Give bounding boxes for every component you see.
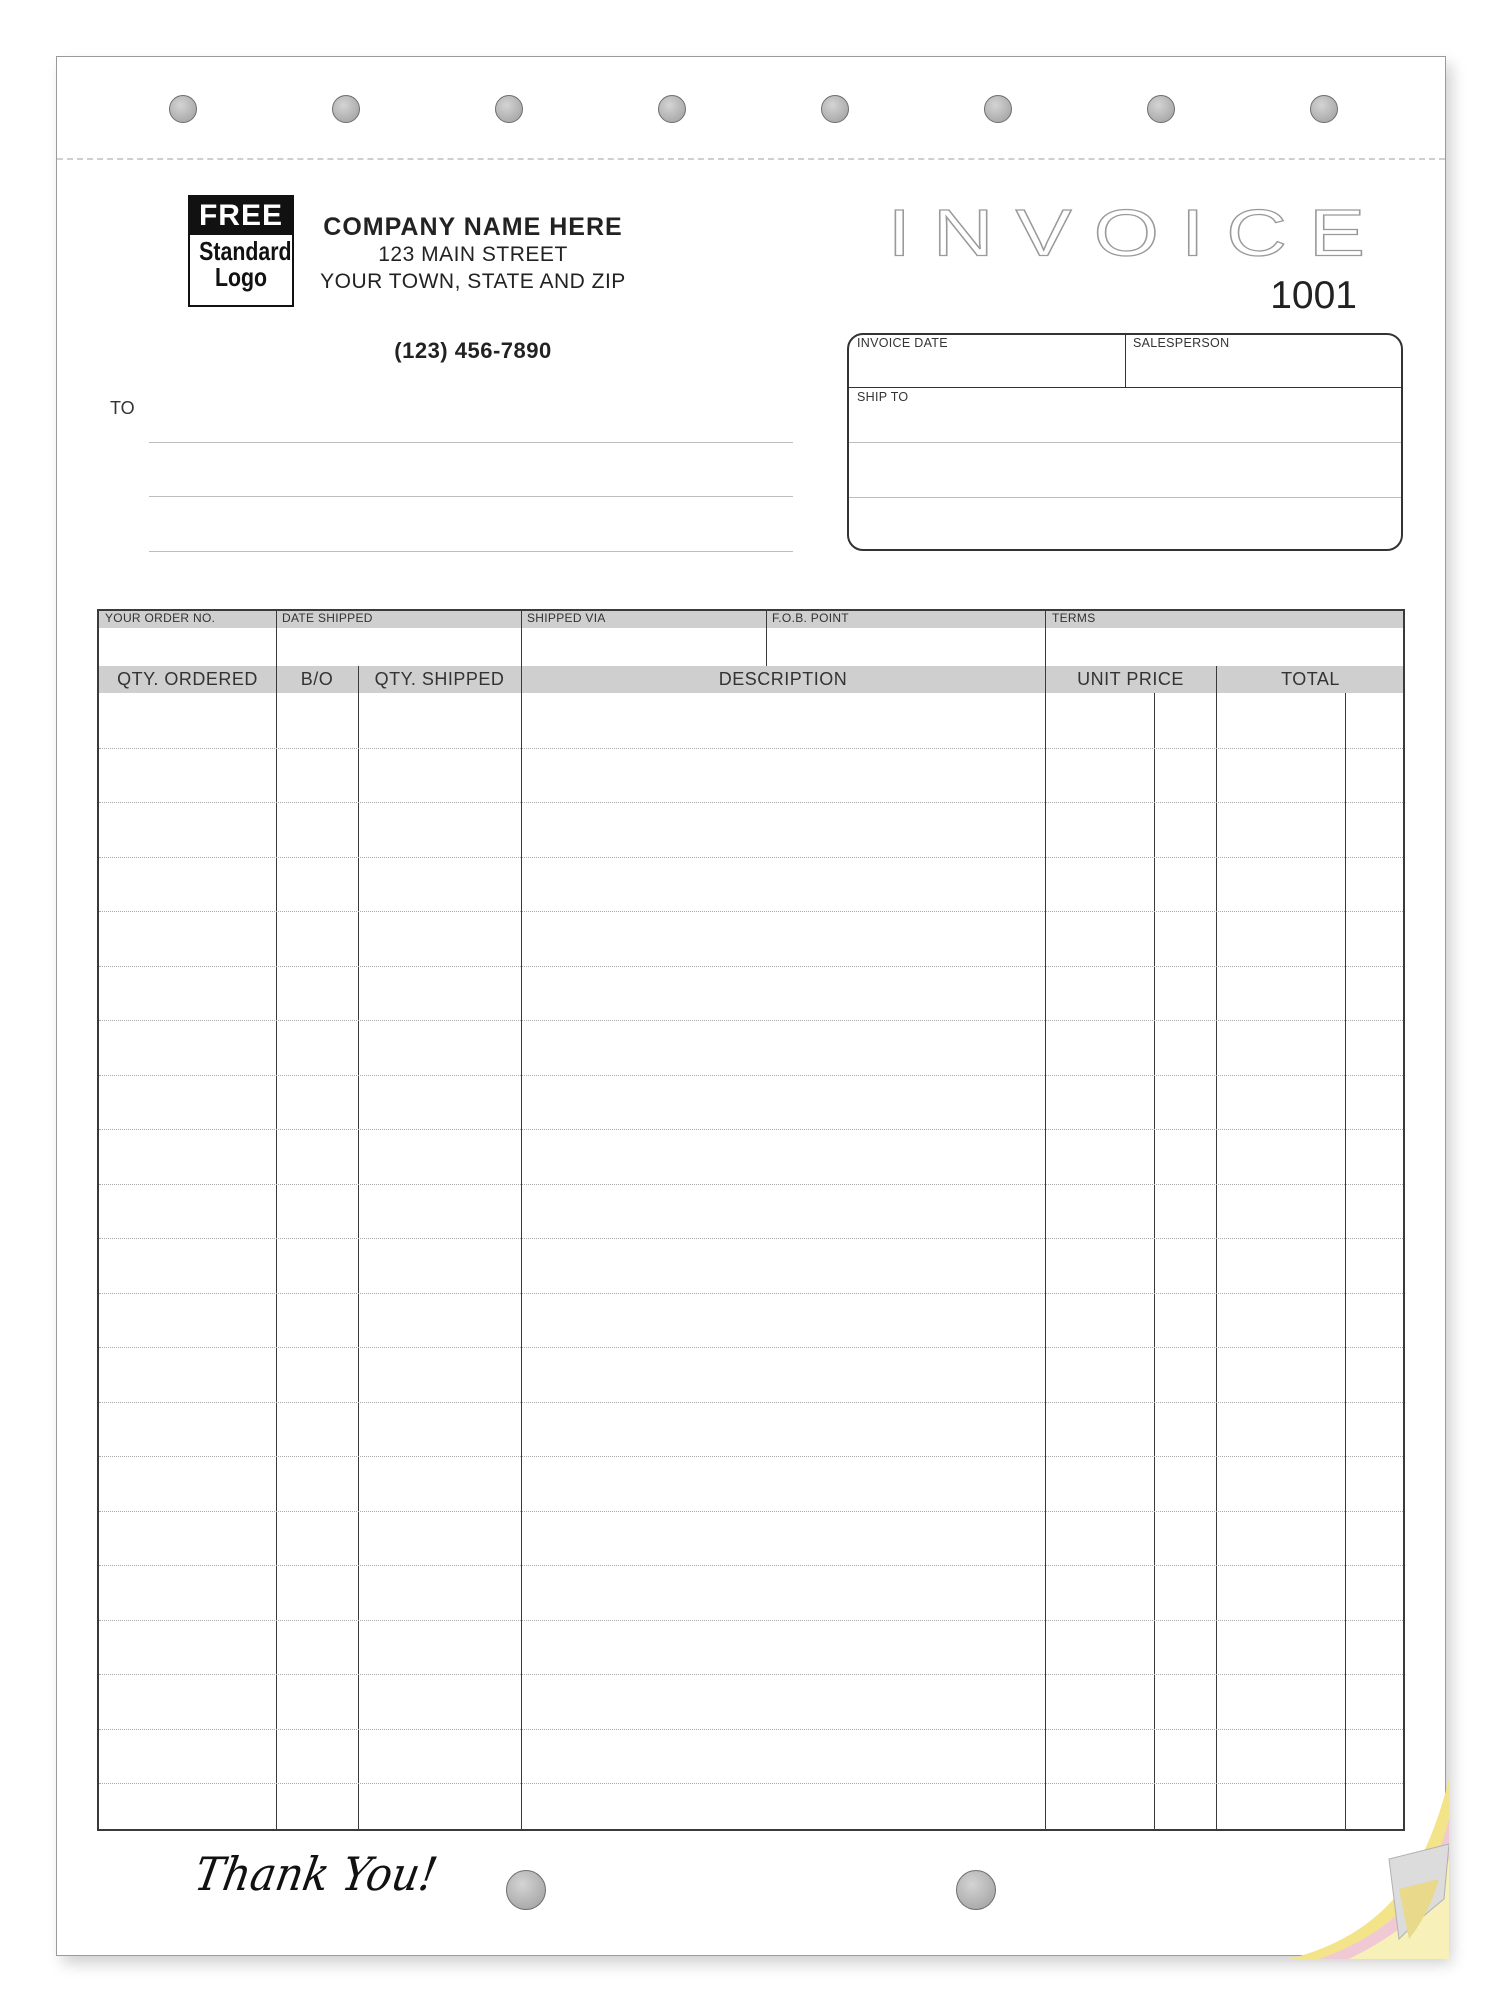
column-divider [1216,666,1217,1829]
row-line [99,1565,1403,1566]
binder-hole [821,95,849,123]
ship-to-label: SHIP TO [857,390,909,404]
salesperson-divider [1125,335,1126,387]
thank-you-text: Thank You! [190,1847,442,1901]
order-info-divider [1045,609,1046,666]
row-line [99,1184,1403,1185]
row-line [99,911,1403,912]
ship-to-box [847,333,1403,551]
order-info-divider [276,609,277,666]
invoice-title: INVOICE [887,196,1387,270]
row-line [99,1674,1403,1675]
binder-hole [1147,95,1175,123]
cents-divider [1154,693,1155,1829]
ship-to-line[interactable] [849,497,1401,498]
shipped-via-label: SHIPPED VIA [527,611,606,625]
row-line [99,1075,1403,1076]
company-logo [188,195,294,307]
company-phone: (123) 456-7890 [394,338,552,363]
row-line [99,1456,1403,1457]
row-line [99,857,1403,858]
line-items-table [97,609,1405,1831]
cents-divider [1345,693,1346,1829]
row-line [99,1238,1403,1239]
column-divider [358,666,359,1829]
order-info-divider [521,609,522,666]
logo-standard-text: Standard [199,236,292,266]
row-line [99,1620,1403,1621]
binder-hole [506,1870,546,1910]
col-unit-price: UNIT PRICE [1077,669,1184,689]
to-address-line[interactable] [149,551,793,552]
row-line [99,1511,1403,1512]
order-no-label: YOUR ORDER NO. [105,611,216,625]
row-line [99,1020,1403,1021]
binder-hole [169,95,197,123]
col-bo: B/O [300,669,334,689]
date-shipped-label: DATE SHIPPED [282,611,373,625]
logo-free-text: FREE [190,197,292,235]
salesperson-label: SALESPERSON [1133,336,1230,350]
invoice-number: 1001 [1270,274,1357,317]
row-line [99,1402,1403,1403]
company-street: 123 MAIN STREET [378,243,568,266]
binder-hole [658,95,686,123]
terms-label: TERMS [1052,611,1096,625]
ship-to-line[interactable] [849,442,1401,443]
column-divider [1045,666,1046,1829]
column-divider [276,666,277,1829]
to-address-line[interactable] [149,496,793,497]
col-description: DESCRIPTION [718,669,848,689]
binder-hole [984,95,1012,123]
row-line [99,748,1403,749]
to-label: TO [110,398,135,418]
order-info-divider [766,609,767,666]
row-line [99,966,1403,967]
binder-hole [332,95,360,123]
column-divider [521,666,522,1829]
col-qty-shipped: QTY. SHIPPED [374,669,505,689]
box-divider [849,387,1401,388]
col-total: TOTAL [1281,669,1340,689]
row-line [99,1293,1403,1294]
binder-hole [495,95,523,123]
company-town: YOUR TOWN, STATE AND ZIP [320,270,626,293]
company-name: COMPANY NAME HERE [323,213,623,241]
row-line [99,1347,1403,1348]
row-line [99,1783,1403,1784]
perforation-line [57,158,1445,160]
row-line [99,802,1403,803]
col-qty-ordered: QTY. ORDERED [117,669,258,689]
fob-point-label: F.O.B. POINT [772,611,849,625]
logo-logo-text: Logo [214,262,268,292]
binder-hole [956,1870,996,1910]
to-address-line[interactable] [149,442,793,443]
invoice-date-label: INVOICE DATE [857,336,948,350]
row-line [99,1129,1403,1130]
binder-hole [1310,95,1338,123]
row-line [99,1729,1403,1730]
invoice-form-sheet [56,56,1446,1956]
page-curl-copies-icon [1249,1749,1449,1959]
